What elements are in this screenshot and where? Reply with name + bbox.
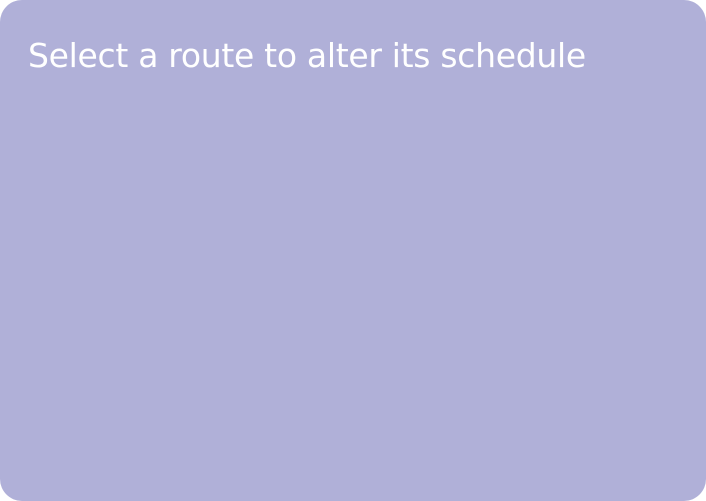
panel-title: Select a route to alter its schedule	[28, 36, 586, 75]
route-list	[0, 96, 706, 501]
